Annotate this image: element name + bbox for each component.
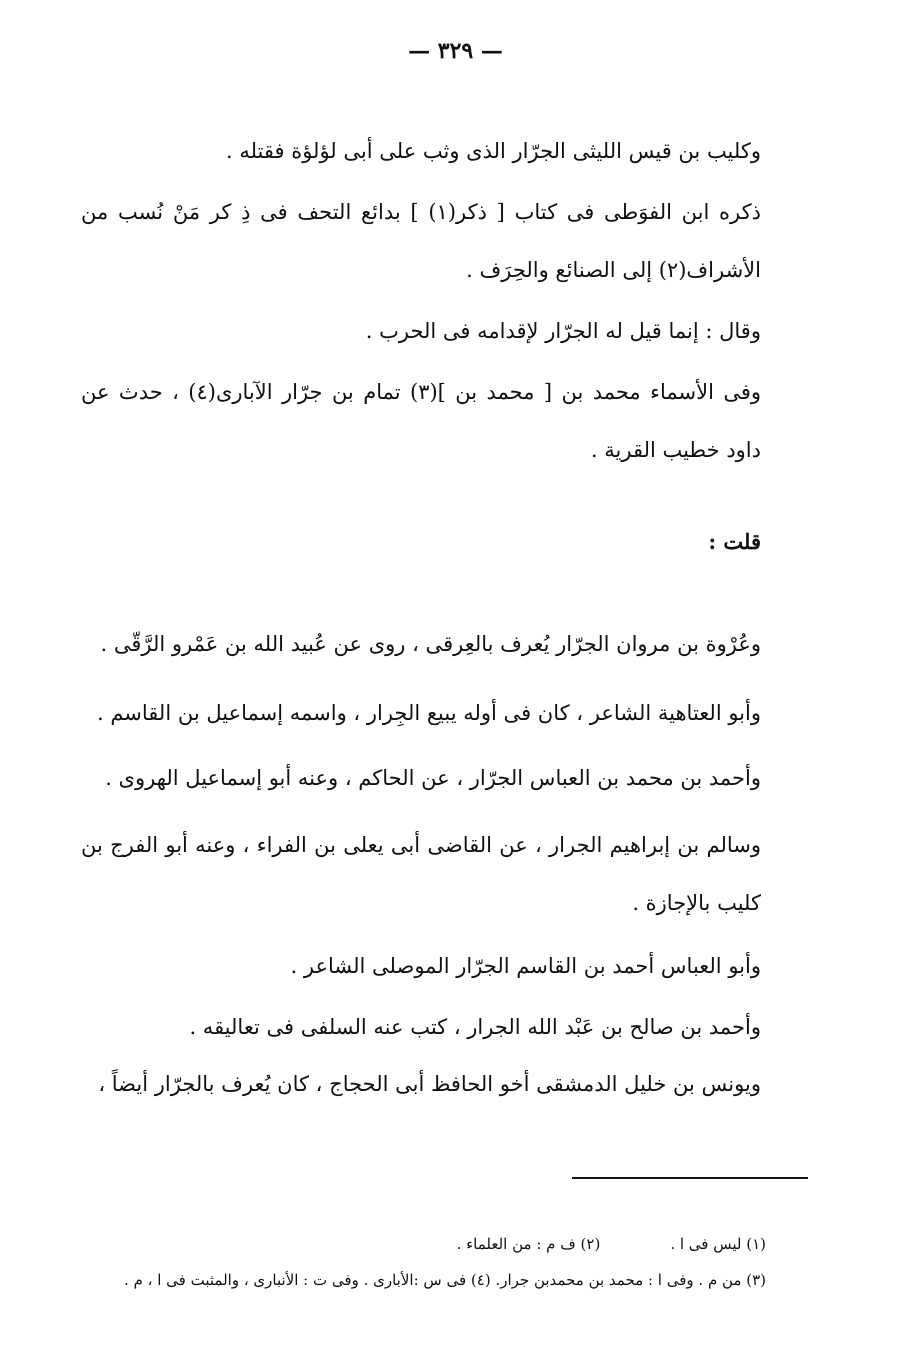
paragraph-abu-alatahiya: وأبو العتاهية الشاعر ، كان فى أوله يبيع الجِرار ، واسمه إسماعيل بن القاسم . bbox=[96, 701, 761, 725]
footnote-2: (٢) ف م : من العلماء . bbox=[456, 1235, 601, 1253]
paragraph-salim: وسالم بن إبراهيم الجرار ، عن القاضى أبى يعلى بن الفراء ، وعنه أبو الفرج بن كليب بالإجازة . bbox=[81, 833, 761, 915]
paragraph-yunus: ويونس بن خليل الدمشقى أخو الحافظ أبى الحجاج ، كان يُعرف بالجرّار أيضاً ، bbox=[98, 1072, 761, 1096]
footnote-line-1 bbox=[66, 1232, 766, 1256]
paragraph-ahmad-salih: وأحمد بن صالح بن عَبْد الله الجرار ، كتب عنه السلفى فى تعاليقه . bbox=[189, 1015, 761, 1039]
heading-qultu: قلت : bbox=[708, 529, 761, 554]
paragraph-ahmad-abbas: وأحمد بن محمد بن العباس الجرّار ، عن الحاكم ، وعنه أبو إسماعيل الهروى . bbox=[105, 766, 761, 790]
footnote-1: (١) ليس فى ا . bbox=[670, 1235, 766, 1253]
paragraph-urwa: وعُرْوة بن مروان الجرّار يُعرف بالعِرقى ، روى عن عُبيد الله بن عَمْرو الرَّقّى . bbox=[100, 632, 761, 656]
paragraph-reason: وقال : إنما قيل له الجرّار لإقدامه فى الحرب . bbox=[365, 319, 761, 343]
page-number: — ٣٢٩ — bbox=[408, 38, 503, 64]
paragraph-asma: وفى الأسماء محمد بن [ محمد بن ](٣) تمام بن جرّار الآبارى(٤) ، حدث عن داود خطيب القرية . bbox=[81, 380, 761, 462]
footnote-divider bbox=[572, 1177, 808, 1179]
paragraph-kulaib: وكليب بن قيس الليثى الجرّار الذى وثب على أبى لؤلؤة فقتله . bbox=[225, 139, 761, 163]
footnote-line-2: (٣) من م . وفى ا : محمد بن محمدبن جرار. (٤) فى س :الأبارى . وفى ت : الأنبارى ، والمثبت فى ا ، م . bbox=[124, 1271, 766, 1289]
paragraph-ibn-alfuwati: ذكره ابن الفوَطى فى كتاب [ ذكر(١) ] بدائع التحف فى ذِ كر مَنْ نُسب من الأشراف(٢) إلى الصنائع والحِرَف . bbox=[81, 200, 761, 282]
paragraph-abu-alabbas: وأبو العباس أحمد بن القاسم الجرّار الموصلى الشاعر . bbox=[290, 954, 761, 978]
